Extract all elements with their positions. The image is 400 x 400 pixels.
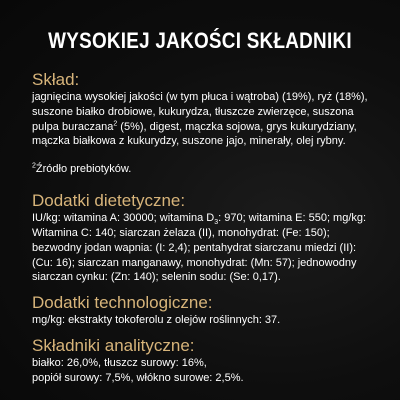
composition-text-part1: jagnięcina wysokiej jakości (w tym płuca i wątroba) (19%), ryż (18%), suszone białko drobiowe, kukurydza, tłuszcze zwierzęce, suszona pulpa buraczana [32, 91, 368, 133]
dietary-additives-text [32, 211, 377, 285]
vitamin-d-subscript: 3 [214, 219, 219, 227]
composition-text-part2: (5%), digest, mączka sojowa, grys kukurydziany, mączka białkowa z kukurydzy, suszone jajo, minerały, olej rybny. [32, 120, 357, 148]
dietary-additives-text-part1: IU/kg: witamina A: 30000; witamina D [32, 212, 215, 225]
ingredients-panel [32, 70, 377, 386]
technological-additives-text: mg/kg: ekstrakty tokoferolu z olejów roślinnych: 37. [32, 314, 281, 327]
dietary-additives-text-part2: : 970; witamina E: 550; mg/kg: Witamina C: 140; siarczan żelaza (II), monohydrat: (Fe: 150); bezwodny jodan wapnia: (I: 2,4); pentahydrat siarczanu miedzi (II): (Cu: 16); siarczan manganawy, monohydrat: (Mn: 57); jednowodny siarczan cynku: (Zn: 140); selenin sodu: (Se: 0,17). [32, 212, 367, 284]
composition-footnote-mark: 2 [113, 119, 118, 127]
dietary-additives-heading: Dodatki dietetyczne: [32, 191, 186, 211]
technological-additives-heading: Dodatki technologiczne: [32, 293, 213, 313]
footnote-mark: 2 [32, 162, 36, 170]
title-banner [0, 0, 400, 62]
analytical-constituents-line-1: białko: 26,0%, tłuszcz surowy: 16%, [32, 356, 207, 369]
analytical-constituents-section [32, 336, 377, 386]
page-title: WYSOKIEJ JAKOŚCI SKŁADNIKI [48, 28, 352, 53]
technological-additives-section [32, 293, 377, 328]
composition-text [32, 90, 377, 149]
analytical-constituents-line-2: popiół surowy: 7,5%, włókno surowe: 2,5%. [32, 371, 244, 384]
dietary-additives-section [32, 191, 377, 285]
composition-section [32, 70, 377, 176]
composition-heading: Skład: [32, 70, 80, 89]
footnote-text: Źródło prebiotyków. [35, 163, 132, 176]
analytical-constituents-heading: Składniki analityczne: [32, 335, 195, 355]
composition-footnote [32, 162, 377, 176]
